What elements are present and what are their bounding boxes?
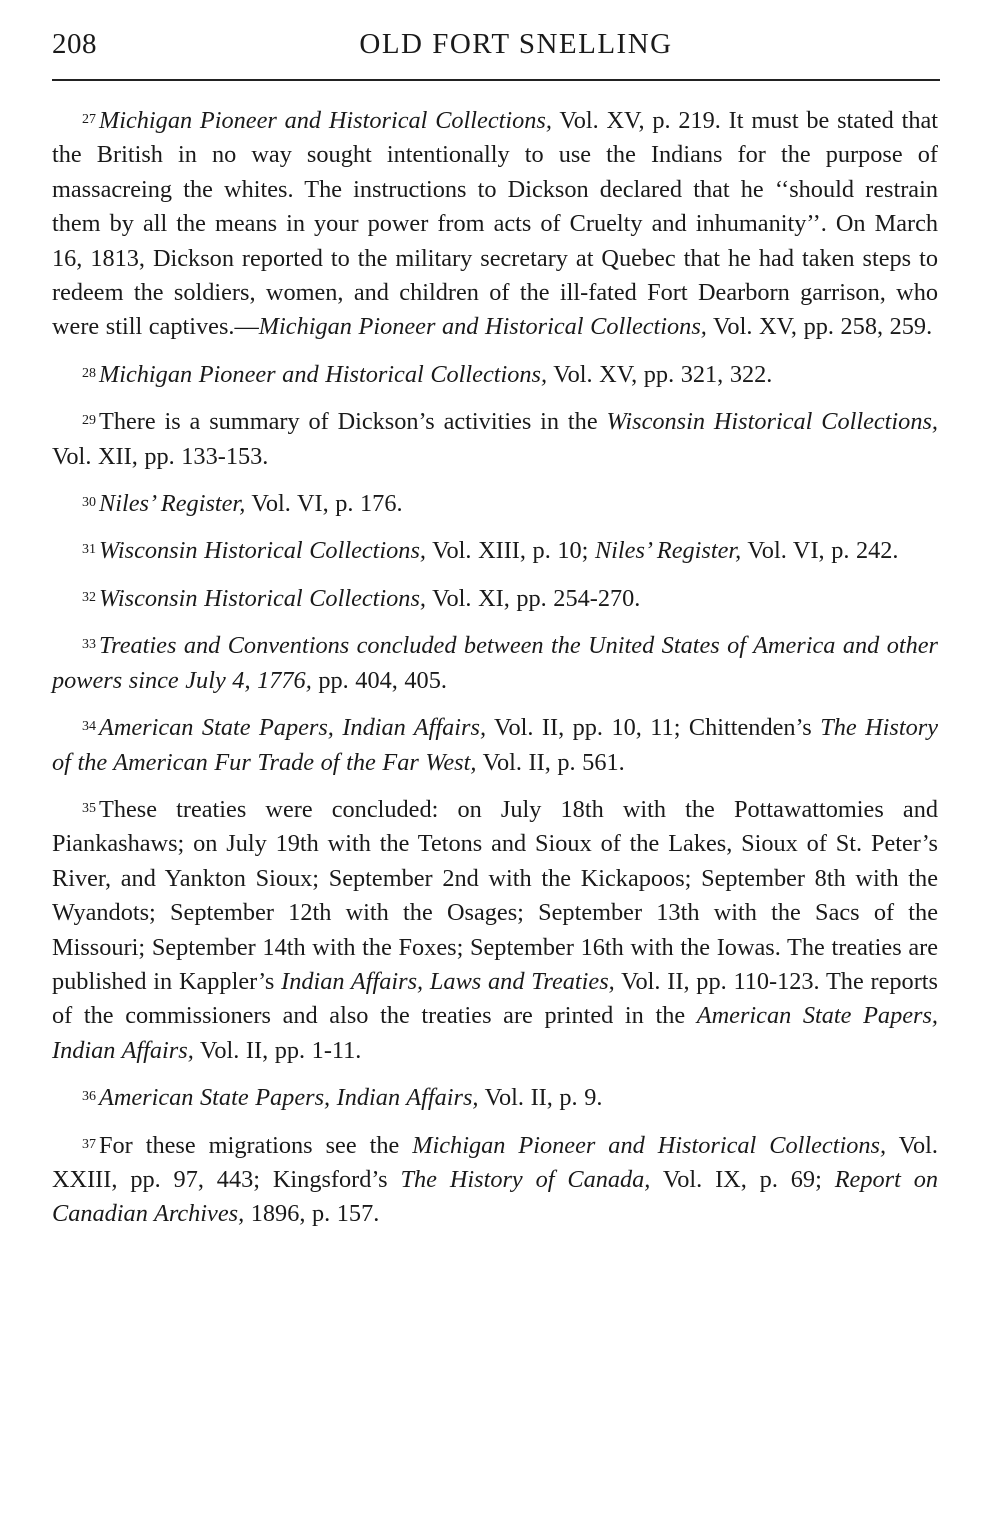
- citation-title: American State Papers, Indian Affairs,: [52, 1002, 938, 1064]
- citation-title: The History of the American Fur Trade of the Far West,: [52, 714, 939, 776]
- footnote-27: [52, 104, 938, 345]
- footnote-31: [52, 534, 938, 568]
- footnote-number: 37: [82, 1136, 96, 1152]
- citation-title: Treaties and Conventions concluded between the United States of America and other powers since July 4, 1776,: [52, 632, 938, 694]
- footnote-number: 27: [82, 112, 96, 127]
- footnote-number: 32: [82, 589, 96, 605]
- page-header: [52, 22, 940, 70]
- footnote-37: [52, 1129, 938, 1232]
- footnote-35: [52, 793, 938, 1068]
- citation-title: Michigan Pioneer and Historical Collections,: [412, 1131, 887, 1159]
- citation-title: Niles’ Register,: [99, 490, 246, 518]
- footnote-text: Vol. II, pp. 1-11.: [193, 1036, 362, 1064]
- footnote-36: [52, 1081, 938, 1115]
- footnote-text: Vol. XIII, p. 10;: [425, 537, 595, 565]
- footnote-29: [52, 405, 938, 474]
- footnote-text: Vol. XV, pp. 258, 259.: [706, 313, 933, 341]
- footnote-text: Vol. II, p. 9.: [478, 1084, 603, 1112]
- footnote-text: There is a summary of Dickson’s activities in the: [99, 408, 607, 436]
- footnote-number: 36: [82, 1089, 96, 1105]
- footnote-text: Vol. II, p. 561.: [476, 748, 625, 776]
- citation-title: Wisconsin Historical Collections,: [99, 537, 426, 565]
- citation-title: Niles’ Register,: [594, 537, 742, 565]
- citation-title: Indian Affairs, Laws and Treaties,: [281, 967, 615, 995]
- page-number: 208: [52, 28, 97, 60]
- footnote-text: Vol. II, pp. 10, 11; Chittenden’s: [486, 714, 821, 742]
- footnote-text: Vol. XI, pp. 254-270.: [425, 584, 641, 612]
- footnote-number: 35: [82, 800, 96, 816]
- footnote-text: These treaties were concluded: on July 18th with the Pottawattomies and Piankashaws; on July 19th with the Tetons and Sioux of the Lakes, Sioux of St. Peter’s River, and Yankton Sioux; September 2nd with the Kickapoos; September 8th with the Wyandots; September 12th with the Osages; September 13th with the Sacs of the Missouri; September 14th with the Foxes; September 16th with the Iowas. The treaties are published in Kappler’s: [52, 795, 938, 995]
- footnote-text: Vol. XV, p. 219. It must be stated that the British in no way sought intentionally to use the Indians for the purpose of massacreing the whites. The instructions to Dickson declared that he ‘‘should restrain them by all the means in your power from acts of Cruelty and inhumanity’’. On March 16, 1813, Dickson reported to the military secretary at Quebec that he had taken steps to redeem the soldiers, women, and children of the ill-fated Fort Dearborn garrison, who were still captives.—: [52, 107, 938, 341]
- footnote-text: Vol. XXIII, pp. 97, 443; Kingsford’s: [52, 1131, 938, 1193]
- citation-title: Michigan Pioneer and Historical Collections,: [99, 360, 548, 388]
- citation-title: Michigan Pioneer and Historical Collections,: [99, 107, 552, 134]
- footnote-text: Vol. IX, p. 69;: [650, 1165, 835, 1193]
- citation-title: Wisconsin Historical Collections,: [606, 408, 939, 436]
- footnote-33: [52, 629, 938, 698]
- citation-title: Michigan Pioneer and Historical Collections,: [258, 313, 707, 341]
- footnote-text: pp. 404, 405.: [311, 666, 447, 694]
- citation-title: American State Papers, Indian Affairs,: [99, 1084, 479, 1112]
- running-title: OLD FORT SNELLING: [359, 28, 673, 60]
- footnote-text: 1896, p. 157.: [244, 1200, 380, 1228]
- footnote-30: [52, 487, 938, 521]
- footnote-text: Vol. VI, p. 242.: [741, 537, 899, 565]
- footnote-32: [52, 582, 938, 616]
- citation-title: The History of Canada,: [400, 1165, 651, 1193]
- footnote-number: 34: [82, 719, 96, 735]
- footnote-number: 33: [82, 637, 96, 653]
- footnotes-list: [52, 104, 938, 1245]
- footnote-text: Vol. VI, p. 176.: [245, 490, 403, 518]
- footnote-text: Vol. XII, pp. 133-153.: [52, 442, 269, 470]
- footnote-34: [52, 711, 938, 780]
- citation-title: Report on Canadian Archives,: [52, 1165, 939, 1228]
- footnote-28: [52, 358, 938, 392]
- footnote-text: For these migrations see the: [99, 1131, 413, 1159]
- footnote-number: 31: [82, 542, 96, 558]
- citation-title: American State Papers, Indian Affairs,: [99, 714, 487, 742]
- footnote-number: 28: [82, 365, 96, 381]
- footnote-number: 29: [82, 413, 96, 429]
- footnote-number: 30: [82, 495, 96, 511]
- citation-title: Wisconsin Historical Collections,: [99, 584, 426, 612]
- footnote-text: Vol. XV, pp. 321, 322.: [547, 360, 773, 388]
- header-rule: [52, 79, 940, 81]
- footnote-text: Vol. II, pp. 110-123. The reports of the commissioners and also the treaties are printed in the: [52, 967, 938, 1030]
